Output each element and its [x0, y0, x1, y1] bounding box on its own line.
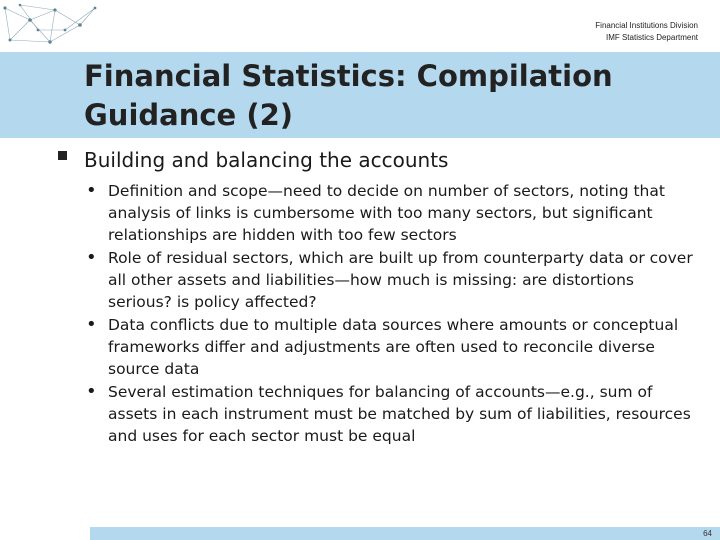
square-bullet-icon	[58, 151, 67, 160]
bullet-text: Building and balancing the accounts	[84, 148, 449, 172]
subbullet-item	[86, 180, 698, 246]
page-number: 64	[703, 529, 712, 538]
footer-bar	[90, 527, 720, 540]
header-organization	[595, 20, 698, 44]
dot-bullet-icon: •	[86, 381, 97, 402]
network-logo	[0, 0, 100, 52]
slide-title-line1: Financial Statistics: Compilation	[84, 59, 613, 93]
subbullet-item	[86, 247, 698, 313]
subbullet-text: Definition and scope—need to decide on number of sectors, noting that analysis of links is cumbersome with too many sectors, but significant relationships are hidden with too few sectors	[108, 182, 665, 244]
org-division: Financial Institutions Division	[595, 21, 698, 30]
subbullet-text: Data conflicts due to multiple data sources where amounts or conceptual frameworks differ and adjustments are often used to reconcile diverse source data	[108, 316, 679, 378]
subbullet-list	[58, 180, 698, 447]
org-department: IMF Statistics Department	[605, 33, 698, 42]
subbullet-item	[86, 314, 698, 380]
dot-bullet-icon: •	[86, 180, 97, 201]
slide-content	[58, 146, 698, 448]
slide-title	[84, 57, 613, 135]
slide-title-line2: Guidance (2)	[84, 98, 294, 132]
dot-bullet-icon: •	[86, 247, 97, 268]
subbullet-item	[86, 381, 698, 447]
subbullet-text: Role of residual sectors, which are built up from counterparty data or cover all other assets and liabilities—how much is missing: are distortions serious? is policy affected?	[108, 249, 693, 311]
bullet-item	[58, 146, 698, 174]
subbullet-text: Several estimation techniques for balancing of accounts—e.g., sum of assets in each instrument must be matched by sum of liabilities, resources and uses for each sector must be equal	[108, 383, 691, 445]
dot-bullet-icon: •	[86, 314, 97, 335]
